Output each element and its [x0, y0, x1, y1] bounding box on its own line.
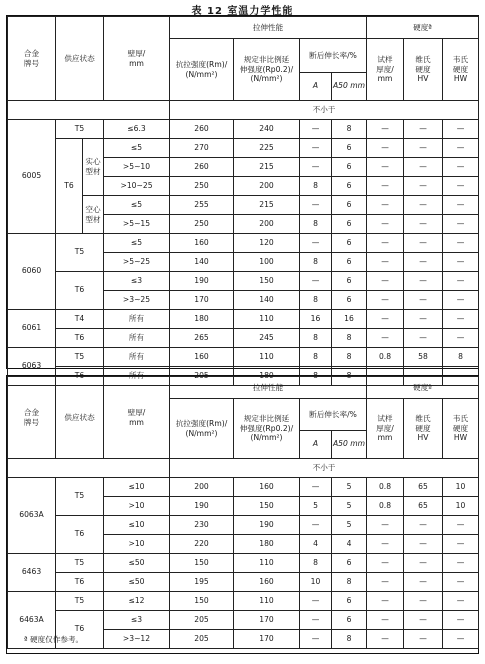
cell-thk: ≤6.3: [104, 120, 170, 139]
cell-rp: 245: [234, 329, 300, 348]
cell-rm: 150: [170, 554, 234, 573]
cell-rp: 225: [234, 139, 300, 158]
cell-rp: 140: [234, 291, 300, 310]
state-cell: T5: [56, 554, 104, 573]
cell-a: 8: [300, 177, 332, 196]
cell-hw: —: [443, 196, 479, 215]
table-row: [8, 310, 479, 329]
cell-hw: —: [443, 535, 479, 554]
cell-hv: —: [404, 592, 443, 611]
cell-a50: 6: [332, 554, 367, 573]
cell-rm: 205: [170, 367, 234, 386]
cell-a: 5: [300, 497, 332, 516]
cell-rm: 260: [170, 158, 234, 177]
profile-type-cell: 空心 型材: [83, 196, 104, 234]
cell-a: —: [300, 592, 332, 611]
cell-a50: 8: [332, 348, 367, 367]
state-cell: T6: [56, 367, 104, 386]
cell-rm: 190: [170, 497, 234, 516]
cell-a: —: [300, 272, 332, 291]
header-rm: 抗拉强度(Rm)/ (N/mm²): [170, 39, 234, 101]
cell-t: —: [367, 367, 404, 386]
state-cell: T4: [56, 310, 104, 329]
cell-t: —: [367, 139, 404, 158]
cell-a50: 6: [332, 177, 367, 196]
state-cell: T5: [56, 234, 104, 272]
cell-a50: 8: [332, 630, 367, 649]
cell-thk: >3~12: [104, 630, 170, 649]
cell-hw: 8: [443, 348, 479, 367]
cell-hv: —: [404, 291, 443, 310]
cell-rp: 120: [234, 234, 300, 253]
cell-t: —: [367, 329, 404, 348]
header-supply-state: 供应状态: [56, 377, 104, 459]
table-row: [8, 120, 479, 139]
header-rm: 抗拉强度(Rm)/ (N/mm²): [170, 399, 234, 459]
cell-rp: 110: [234, 592, 300, 611]
cell-rp: 190: [234, 516, 300, 535]
cell-hv: 58: [404, 348, 443, 367]
cell-rm: 205: [170, 611, 234, 630]
state-cell: T6: [56, 272, 104, 310]
cell-hw: —: [443, 554, 479, 573]
header-hv: 维氏 硬度 HV: [404, 39, 443, 101]
cell-a: 4: [300, 535, 332, 554]
cell-thk: 所有: [104, 348, 170, 367]
cell-rm: 150: [170, 592, 234, 611]
cell-a50: 6: [332, 611, 367, 630]
cell-t: —: [367, 291, 404, 310]
cell-a50: 6: [332, 253, 367, 272]
cell-hv: —: [404, 329, 443, 348]
cell-a50: 8: [332, 329, 367, 348]
header-min: 不小于: [170, 459, 479, 478]
cell-hv: —: [404, 630, 443, 649]
cell-thk: 所有: [104, 367, 170, 386]
cell-thk: 所有: [104, 329, 170, 348]
cell-a50: 5: [332, 497, 367, 516]
table-title: 表 12 室温力学性能: [191, 6, 294, 17]
cell-rp: 170: [234, 630, 300, 649]
cell-thk: >5~10: [104, 158, 170, 177]
cell-hw: —: [443, 310, 479, 329]
cell-t: —: [367, 253, 404, 272]
alloy-cell: 6463: [8, 554, 56, 592]
cell-a: —: [300, 139, 332, 158]
alloy-cell: 6063A: [8, 478, 56, 554]
cell-hw: —: [443, 291, 479, 310]
cell-rp: 215: [234, 196, 300, 215]
header-hv: 维氏 硬度 HV: [404, 399, 443, 459]
cell-hv: —: [404, 516, 443, 535]
state-cell: T5: [56, 120, 104, 139]
header-a50: A50 mm: [332, 431, 367, 459]
cell-rm: 195: [170, 573, 234, 592]
cell-thk: ≤3: [104, 272, 170, 291]
cell-rm: 160: [170, 348, 234, 367]
cell-hw: 10: [443, 497, 479, 516]
cell-hv: —: [404, 535, 443, 554]
cell-thk: ≤10: [104, 516, 170, 535]
cell-hv: —: [404, 158, 443, 177]
cell-a: 8: [300, 215, 332, 234]
cell-thk: >5~25: [104, 253, 170, 272]
cell-t: —: [367, 535, 404, 554]
cell-t: —: [367, 630, 404, 649]
header-tensile: 拉伸性能: [170, 17, 367, 39]
cell-hv: —: [404, 215, 443, 234]
state-cell: T6: [56, 611, 104, 649]
cell-hv: —: [404, 367, 443, 386]
cell-a: —: [300, 630, 332, 649]
cell-hv: —: [404, 611, 443, 630]
cell-thk: >5~15: [104, 215, 170, 234]
cell-a50: 6: [332, 234, 367, 253]
cell-a: —: [300, 478, 332, 497]
cell-t: —: [367, 516, 404, 535]
cell-rm: 160: [170, 234, 234, 253]
table-row: [8, 592, 479, 611]
cell-hw: —: [443, 158, 479, 177]
cell-rm: 205: [170, 630, 234, 649]
cell-rm: 265: [170, 329, 234, 348]
cell-rp: 200: [234, 177, 300, 196]
header-a50: A50 mm: [332, 73, 367, 101]
cell-rp: 180: [234, 367, 300, 386]
header-elongation: 断后伸长率/%: [300, 39, 367, 73]
cell-t: —: [367, 234, 404, 253]
cell-rp: 100: [234, 253, 300, 272]
cell-hw: —: [443, 234, 479, 253]
cell-rp: 200: [234, 215, 300, 234]
state-cell: T6: [56, 139, 83, 234]
table-row: [8, 554, 479, 573]
header-supply-state: 供应状态: [56, 17, 104, 101]
table-row: [8, 329, 479, 348]
cell-rp: 170: [234, 611, 300, 630]
cell-rm: 180: [170, 310, 234, 329]
alloy-cell: 6005: [8, 120, 56, 234]
cell-hw: —: [443, 177, 479, 196]
cell-thk: >10: [104, 535, 170, 554]
cell-rm: 170: [170, 291, 234, 310]
cell-rm: 255: [170, 196, 234, 215]
cell-t: —: [367, 215, 404, 234]
cell-a: 16: [300, 310, 332, 329]
cell-a: 8: [300, 348, 332, 367]
cell-a50: 6: [332, 272, 367, 291]
state-cell: T5: [56, 592, 104, 611]
cell-a50: 8: [332, 367, 367, 386]
cell-rp: 215: [234, 158, 300, 177]
cell-a50: 6: [332, 158, 367, 177]
cell-a50: 6: [332, 592, 367, 611]
header-thickness: 壁厚/ mm: [104, 17, 170, 101]
cell-rp: 240: [234, 120, 300, 139]
cell-hv: —: [404, 139, 443, 158]
cell-a50: 16: [332, 310, 367, 329]
cell-thk: ≤50: [104, 573, 170, 592]
cell-hv: —: [404, 253, 443, 272]
header-rp: 规定非比例延 伸强度(Rp0.2)/ (N/mm²): [234, 39, 300, 101]
cell-thk: ≤3: [104, 611, 170, 630]
mechanical-properties-table-1: [7, 16, 479, 386]
cell-t: —: [367, 120, 404, 139]
cell-hw: —: [443, 592, 479, 611]
alloy-cell: 6060: [8, 234, 56, 310]
cell-hv: —: [404, 120, 443, 139]
cell-hw: —: [443, 139, 479, 158]
cell-rp: 150: [234, 272, 300, 291]
footnote: ª 硬度仅作参考。: [24, 635, 84, 644]
cell-hv: 65: [404, 497, 443, 516]
cell-hw: —: [443, 573, 479, 592]
cell-rm: 260: [170, 120, 234, 139]
cell-a: 8: [300, 367, 332, 386]
cell-t: —: [367, 611, 404, 630]
cell-a50: 6: [332, 291, 367, 310]
header-sample-thickness: 试样 厚度/ mm: [367, 39, 404, 101]
cell-a50: 8: [332, 573, 367, 592]
cell-hw: 10: [443, 478, 479, 497]
cell-hw: —: [443, 253, 479, 272]
header-alloy: 合金 牌号: [8, 17, 56, 101]
cell-rm: 250: [170, 177, 234, 196]
cell-a: 8: [300, 291, 332, 310]
cell-hw: —: [443, 611, 479, 630]
cell-rp: 150: [234, 497, 300, 516]
table-row: [8, 516, 479, 535]
cell-thk: >3~25: [104, 291, 170, 310]
alloy-cell: 6061: [8, 310, 56, 348]
table-row: [8, 272, 479, 291]
cell-hw: —: [443, 272, 479, 291]
cell-hw: —: [443, 367, 479, 386]
cell-thk: ≤50: [104, 554, 170, 573]
cell-a: —: [300, 516, 332, 535]
cell-hv: —: [404, 573, 443, 592]
header-sample-thickness: 试样 厚度/ mm: [367, 399, 404, 459]
header-hardness: 硬度ª: [367, 377, 479, 399]
cell-rm: 230: [170, 516, 234, 535]
cell-hv: —: [404, 272, 443, 291]
cell-rm: 140: [170, 253, 234, 272]
min-spacer: [8, 101, 170, 120]
cell-a: 8: [300, 554, 332, 573]
header-hw: 韦氏 硬度 HW: [443, 399, 479, 459]
cell-a: 8: [300, 329, 332, 348]
cell-thk: >10~25: [104, 177, 170, 196]
header-thickness: 壁厚/ mm: [104, 377, 170, 459]
state-cell: T5: [56, 478, 104, 516]
cell-a: 10: [300, 573, 332, 592]
cell-hw: —: [443, 630, 479, 649]
cell-a: —: [300, 158, 332, 177]
cell-rm: 190: [170, 272, 234, 291]
cell-t: —: [367, 592, 404, 611]
cell-thk: ≤10: [104, 478, 170, 497]
cell-thk: ≤12: [104, 592, 170, 611]
cell-t: 0.8: [367, 348, 404, 367]
table-row: [8, 139, 479, 158]
cell-hw: —: [443, 329, 479, 348]
cell-hv: —: [404, 196, 443, 215]
cell-t: 0.8: [367, 478, 404, 497]
cell-hw: —: [443, 516, 479, 535]
header-rp: 规定非比例延 伸强度(Rp0.2)/ (N/mm²): [234, 399, 300, 459]
cell-a: 8: [300, 253, 332, 272]
cell-hv: —: [404, 177, 443, 196]
min-spacer: [8, 459, 170, 478]
cell-rp: 110: [234, 348, 300, 367]
cell-a50: 5: [332, 478, 367, 497]
header-a: A: [300, 431, 332, 459]
cell-rp: 160: [234, 478, 300, 497]
cell-thk: ≤5: [104, 196, 170, 215]
header-min: 不小于: [170, 101, 479, 120]
cell-t: —: [367, 158, 404, 177]
cell-hv: 65: [404, 478, 443, 497]
cell-a50: 5: [332, 516, 367, 535]
mechanical-properties-table-2: [7, 376, 479, 649]
header-alloy: 合金 牌号: [8, 377, 56, 459]
state-cell: T6: [56, 329, 104, 348]
header-a: A: [300, 73, 332, 101]
cell-rp: 110: [234, 310, 300, 329]
header-tensile: 拉伸性能: [170, 377, 367, 399]
cell-t: —: [367, 573, 404, 592]
table-row: [8, 611, 479, 630]
cell-t: —: [367, 554, 404, 573]
cell-a50: 8: [332, 120, 367, 139]
table-row: [8, 478, 479, 497]
cell-t: —: [367, 310, 404, 329]
cell-t: —: [367, 272, 404, 291]
cell-a: —: [300, 611, 332, 630]
cell-a50: 6: [332, 139, 367, 158]
table-row: [8, 348, 479, 367]
state-cell: T6: [56, 516, 104, 554]
cell-t: —: [367, 196, 404, 215]
cell-hv: —: [404, 234, 443, 253]
cell-hv: —: [404, 554, 443, 573]
cell-rp: 160: [234, 573, 300, 592]
cell-rp: 180: [234, 535, 300, 554]
cell-hw: —: [443, 215, 479, 234]
cell-thk: >10: [104, 497, 170, 516]
cell-rm: 250: [170, 215, 234, 234]
cell-a50: 6: [332, 196, 367, 215]
cell-hw: —: [443, 120, 479, 139]
cell-a: —: [300, 120, 332, 139]
header-elongation: 断后伸长率/%: [300, 399, 367, 431]
alloy-cell: 6463A: [8, 592, 56, 649]
cell-a: —: [300, 196, 332, 215]
cell-rp: 110: [234, 554, 300, 573]
cell-a50: 6: [332, 215, 367, 234]
cell-rm: 200: [170, 478, 234, 497]
header-hw: 韦氏 硬度 HW: [443, 39, 479, 101]
state-cell: T5: [56, 348, 104, 367]
table-row: [8, 573, 479, 592]
cell-thk: 所有: [104, 310, 170, 329]
cell-t: 0.8: [367, 497, 404, 516]
cell-rm: 220: [170, 535, 234, 554]
cell-t: —: [367, 177, 404, 196]
cell-hv: —: [404, 310, 443, 329]
cell-a: —: [300, 234, 332, 253]
table-row: [8, 234, 479, 253]
cell-thk: ≤5: [104, 234, 170, 253]
state-cell: T6: [56, 573, 104, 592]
cell-rm: 270: [170, 139, 234, 158]
cell-a50: 4: [332, 535, 367, 554]
header-hardness: 硬度ª: [367, 17, 479, 39]
profile-type-cell: 实心 型材: [83, 139, 104, 196]
alloy-cell: 6063: [8, 348, 56, 386]
cell-thk: ≤5: [104, 139, 170, 158]
